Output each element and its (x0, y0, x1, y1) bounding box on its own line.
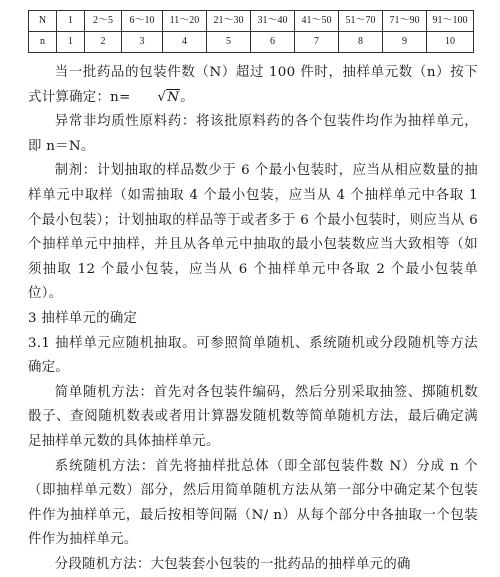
formula-end: 。 (180, 89, 194, 105)
table-cell: 4 (163, 32, 207, 53)
table-cell: 1 (57, 11, 85, 32)
table-cell: 7 (295, 32, 339, 53)
section-heading-3: 3 抽样单元的确定 (28, 310, 138, 326)
paragraph-preparations: 制剂：计划抽取的样品数少于 6 个最小包装时，应当从相应数量的抽样单元中取样（如需抽取 4 个最小包装，应当从 4 个抽样单元中各取 1 个最小包装）；计划抽取的样品等于或者多于 6 个最小包装时，则应当从 6 个抽样单元中抽样，并且从各单元中抽取的最小包装数应当大致相等（如须抽取 12 个最小包装，应当从 6 个抽样单元中各取 2 个最小包装单位）。 (28, 163, 478, 302)
sqrt-symbol: √ (157, 89, 167, 105)
table-cell: 91～100 (427, 11, 474, 32)
paragraph-systematic-random: 系统随机方法：首先将抽样批总体（即全部包装件数 N）分成 n 个（即抽样单元数）部分，然后用简单随机方法从第一部分中确定某个包装件作为抽样单元，最后按相等间隔（N/ n）从每个部分中各抽取一个包装件作为抽样单元。 (28, 458, 478, 548)
table-cell: N (29, 11, 57, 32)
table-cell: 8 (339, 32, 383, 53)
table-cell: 1 (57, 32, 85, 53)
sqrt-radicand: N (167, 89, 180, 105)
paragraph-large-batch-formula (28, 61, 478, 110)
table-cell: 6 (251, 32, 295, 53)
table-cell: 3 (122, 32, 163, 53)
table-cell: n (29, 32, 57, 53)
paragraph-segmented-random: 分段随机方法：大包装套小包装的一批药品的抽样单元的确 (54, 556, 411, 572)
table-cell: 21～30 (207, 11, 251, 32)
table-cell: 9 (383, 32, 427, 53)
table-cell: 41～50 (295, 11, 339, 32)
table-cell: 31～40 (251, 11, 295, 32)
table-cell: 71～90 (383, 11, 427, 32)
paragraph-3-1: 3.1 抽样单元应随机抽取。可参照简单随机、系统随机或分段随机等方法确定。 (28, 335, 478, 376)
table-row-n-sample (29, 32, 474, 53)
table-cell: 10 (427, 32, 474, 53)
table-cell: 2 (85, 32, 122, 53)
sampling-table (28, 10, 474, 53)
table-cell: 51～70 (339, 11, 383, 32)
table-cell: 2～5 (85, 11, 122, 32)
table-row-n-total (29, 11, 474, 32)
table-cell: 5 (207, 32, 251, 53)
square-root (131, 86, 181, 111)
formula-text: 当一批药品的包装件数（N）超过 100 件时，抽样单元数（n）按下式计算确定：n= (28, 65, 478, 105)
table-cell: 11～20 (163, 11, 207, 32)
paragraph-simple-random: 简单随机方法：首先对各包装件编码，然后分别采取抽签、掷随机数骰子、查阅随机数表或者用计算器发随机数等简单随机方法，最后确定满足抽样单元数的具体抽样单元。 (28, 384, 478, 449)
table-cell: 6～10 (122, 11, 163, 32)
paragraph-heterogeneous-api: 异常非均质性原料药：将该批原料药的各个包装件均作为抽样单元，即 n＝N。 (28, 114, 478, 154)
